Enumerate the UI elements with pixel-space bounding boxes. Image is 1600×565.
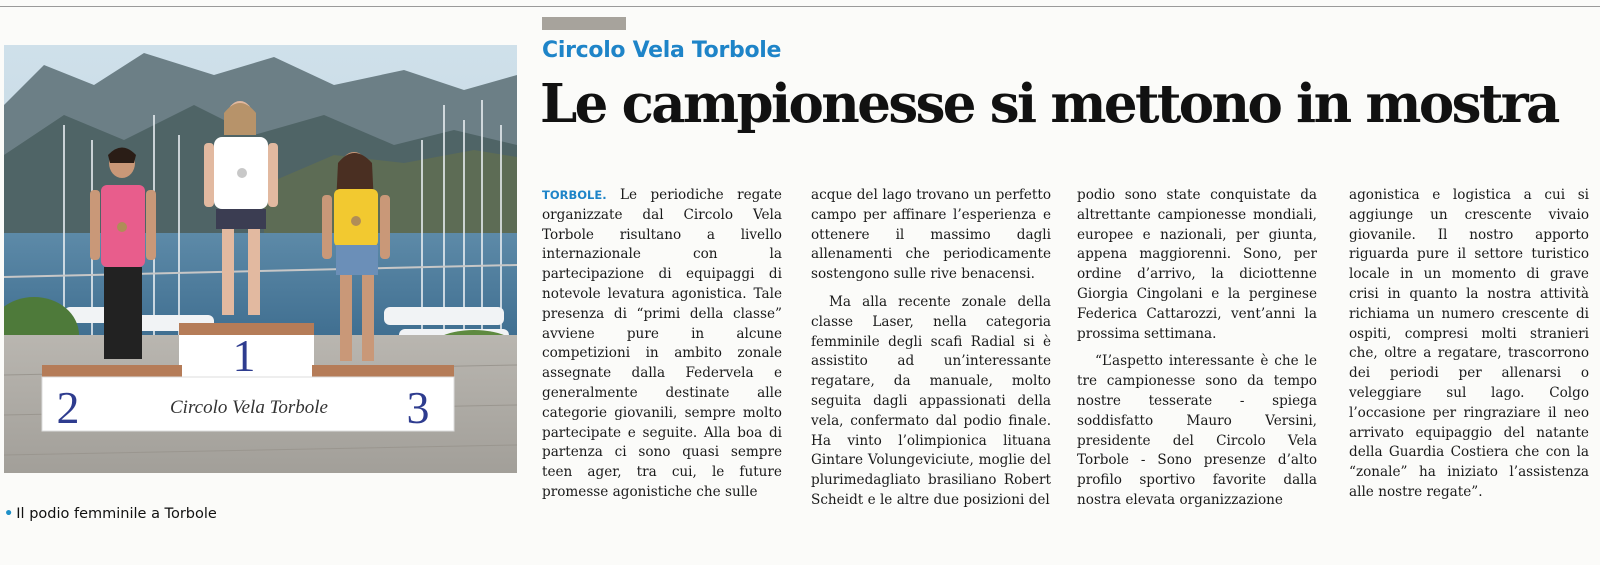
top-rule [0,6,1600,7]
podium-photo [4,45,517,473]
podium-number-2: 2 [56,382,80,433]
section-label: Circolo Vela Torbole [542,38,782,63]
caption-text: Il podio femminile a Torbole [16,506,217,522]
article-column-2: acque del lago trovano un perfetto campo per affinare l’esperienza e ottenere il massimo dagli allenamenti che periodicamente sostengono sulle rive benacensi. Ma alla recente zonale della classe Laser, nella categoria femminile degli scafi Radial si è assistito ad un’interessante regatare, da manuale, molto seguita dagli appassionati della vela, confermato dal podio finale. Ha vinto l’olimpionica lituana Gintare Volungeviciute, moglie del plurimedagliato brasiliano Robert Scheidt e le altre due posizioni del [811,187,1052,508]
podium-number-1: 1 [232,330,256,381]
article-column-3: podio sono state conquistate da altrettante campionesse mondiali, europee e nazionali, per giunta, appena maggiorenni. Sono, per ordine d’arrivo, la diciottenne Giorgia Cingolani e la perginese Federica Cattarozzi, vent’anni la prossima settimana. “L’aspetto interessante è che le tre campionesse sono da tempo nostre tesserate - spiega soddisfatto Mauro Versini, presidente del Circolo Vela Torbole - Sono presenze d’alto profilo sportivo favorite dalla nostra elevata organizzazione [1077,187,1318,508]
article-column-1: TORBOLE. Le periodiche regate organizzate dal Circolo Vela Torbole risultano a livello internazionale con la partecipazione di equipaggi di notevole levatura agonistica. Tale presenza di “primi della classe” avviene pure in alcune competizioni in ambito zonale assegnate dalla Federvela e generalmente destinate alle categorie giovanili, sempre molto partecipate e seguite. Alla boa di partenza ci sono quasi sempre teen ager, tra cui, le future promesse agonistiche che sulle [542,187,783,500]
dateline: TORBOLE. [542,188,607,202]
podium-number-3: 3 [406,382,430,433]
photo-caption [4,506,217,522]
bullet-icon: • [4,506,14,522]
article-column-4: agonistica e logistica a cui si aggiunge un crescente vivaio giovanile. Il nostro apporto riguarda pure il settore turistico locale in un momento di grave crisi in quanto la nostra attività richiama un numero crescente di ospiti, compresi molti stranieri che, oltre a regatare, trascorrono dei periodi per allenarsi o veleggiare sul lago. Colgo l’occasione per ringraziare il neo arrivato equipaggio del natante della Guardia Costiera che con la “zonale” ha iniziato l’assistenza alle nostre regate”. [1349,187,1590,500]
podium-banner-text: Circolo Vela Torbole [170,397,328,418]
section-bar [542,17,626,30]
headline: Le campionesse si mettono in mostra [540,73,1558,135]
